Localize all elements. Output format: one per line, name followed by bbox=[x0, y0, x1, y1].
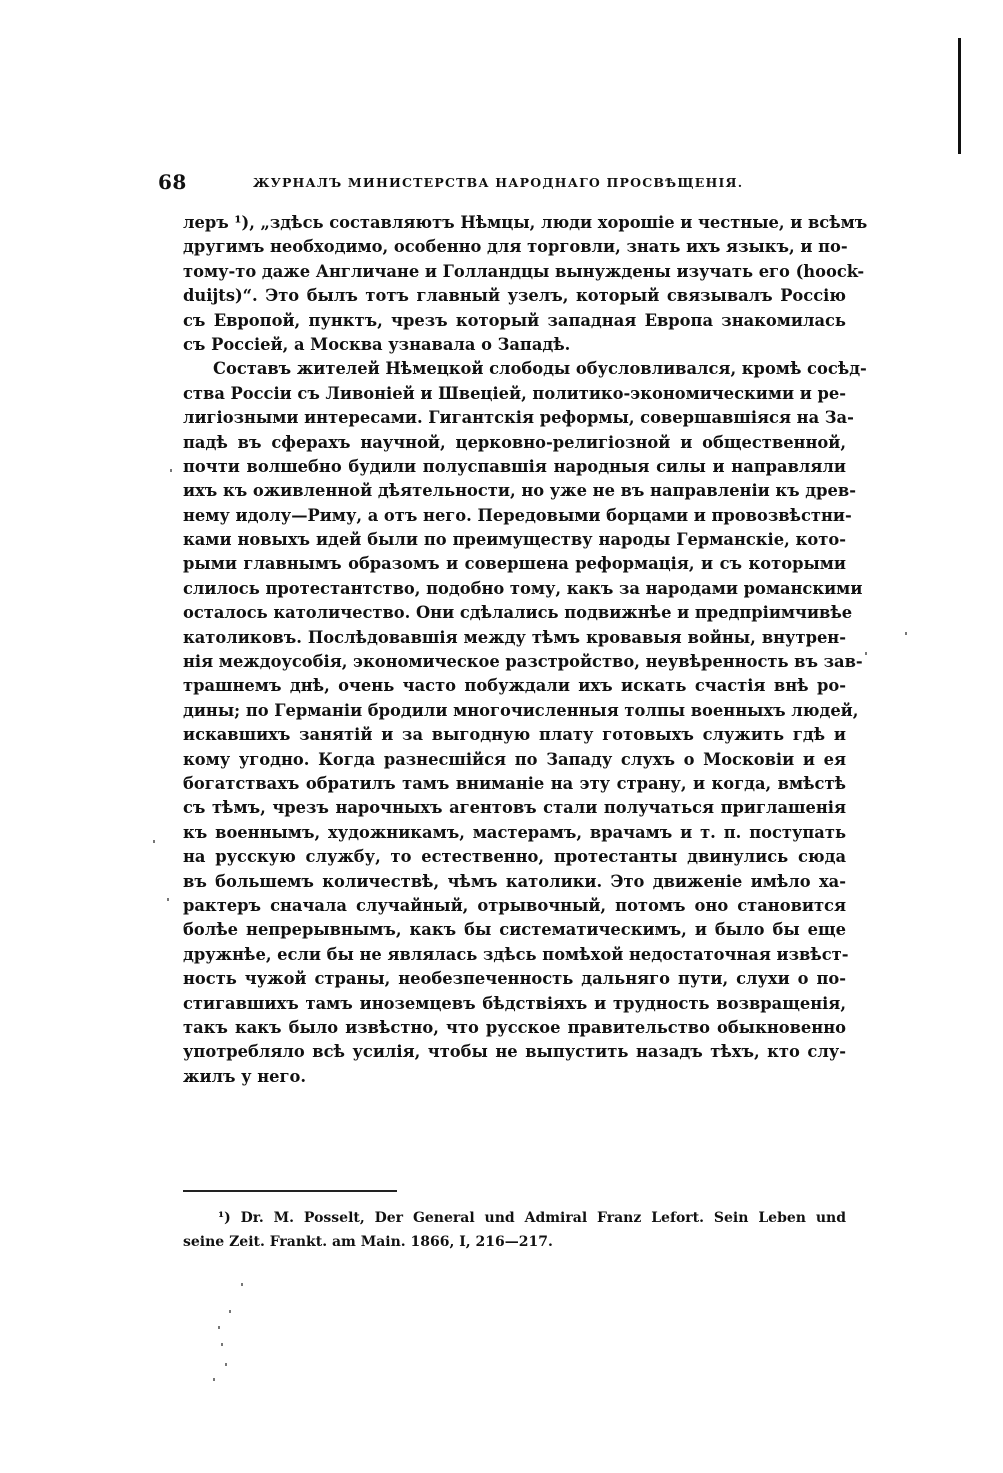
page-number: 68 bbox=[158, 170, 187, 194]
text-line: такъ какъ было извѣстно, что русское правительство обыкновенно bbox=[183, 1017, 846, 1037]
text-line: съ Европой, пунктъ, чрезъ который западная Европа знакомилась bbox=[183, 310, 846, 330]
text-line: Составъ жителей Нѣмецкой слободы обусловливался, кромѣ сосѣд- bbox=[213, 359, 867, 379]
text-line: слилось протестантство, подобно тому, какъ за народами романскими bbox=[183, 578, 863, 598]
text-line: рактеръ сначала случайный, отрывочный, потомъ оно становится bbox=[183, 895, 846, 915]
text-line: трашнемъ днѣ, очень часто побуждали ихъ искать счастія внѣ ро- bbox=[183, 676, 846, 696]
footnote-line: seine Zeit. Frankt. am Main. 1866, I, 216—217. bbox=[183, 1234, 553, 1250]
text-line: duijts)“. Это былъ тотъ главный узелъ, который связывалъ Россію bbox=[183, 286, 846, 306]
text-line: стигавшихъ тамъ иноземцевъ бѣдствіяхъ и трудность возвращенія, bbox=[183, 993, 846, 1013]
text-line: дины; по Германіи бродили многочисленныя толпы военныхъ людей, bbox=[183, 700, 859, 720]
text-line: ками новыхъ идей были по преимуществу народы Германскіе, кото- bbox=[183, 530, 846, 550]
text-line: лигіозными интересами. Гигантскія реформы, совершавшіяся на За- bbox=[183, 408, 854, 428]
text-line: жилъ у него. bbox=[183, 1066, 307, 1086]
text-line: ность чужой страны, необезпеченность дальняго пути, слухи о по- bbox=[183, 969, 846, 989]
text-line: съ Россіей, а Москва узнавала о Западѣ. bbox=[183, 334, 571, 354]
text-line: употребляло всѣ усилія, чтобы не выпустить назадъ тѣхъ, кто слу- bbox=[183, 1042, 846, 1062]
text-line: рыми главнымъ образомъ и совершена реформація, и съ которыми bbox=[183, 554, 846, 574]
footnote-line: ¹) Dr. M. Posselt, Der General und Admiral Franz Lefort. Sein Leben und bbox=[218, 1210, 846, 1226]
text-line: кому угодно. Когда разнесшійся по Западу слухъ о Московіи и ея bbox=[183, 749, 846, 769]
text-line: другимъ необходимо, особенно для торговли, знать ихъ языкъ, и по- bbox=[183, 237, 848, 257]
page-header bbox=[158, 170, 858, 200]
text-line: ихъ къ оживленной дѣятельности, но уже не въ направленіи къ древ- bbox=[183, 481, 856, 501]
text-line: почти волшебно будили полуспавшія народныя силы и направляли bbox=[183, 456, 846, 476]
text-line: искавшихъ занятій и за выгодную плату готовыхъ служить гдѣ и bbox=[183, 725, 846, 745]
text-line: нія междоусобія, экономическое разстройство, неувѣренность въ зав- bbox=[183, 652, 863, 672]
page-edge-line bbox=[958, 38, 961, 154]
text-line: падѣ въ сферахъ научной, церковно-религіозной и общественной, bbox=[183, 432, 846, 452]
text-line: дружнѣе, если бы не являлась здѣсь помѣхой недостаточная извѣст- bbox=[183, 944, 849, 964]
text-line: осталось католичество. Они сдѣлались подвижнѣе и предпріимчивѣе bbox=[183, 603, 853, 623]
running-head: ЖУРНАЛЪ МИНИСТЕРСТВА НАРОДНАГО ПРОСВѢЩЕНІЯ. bbox=[253, 175, 744, 190]
text-line: на русскую службу, то естественно, протестанты двинулись сюда bbox=[183, 847, 846, 867]
text-line: ства Россіи съ Ливоніей и Швеціей, политико-экономическими и ре- bbox=[183, 383, 846, 403]
text-line: леръ ¹), „здѣсь составляютъ Нѣмцы, люди хорошіе и честные, и всѣмъ bbox=[183, 213, 868, 232]
text-line: съ тѣмъ, чрезъ нарочныхъ агентовъ стали получаться приглашенія bbox=[183, 798, 846, 818]
text-line: въ большемъ количествѣ, чѣмъ католики. Это движеніе имѣло ха- bbox=[183, 871, 846, 891]
text-line: болѣе непрерывнымъ, какъ бы систематическимъ, и было бы еще bbox=[183, 920, 846, 940]
text-line: нему идолу—Риму, а отъ него. Передовыми борцами и провозвѣстни- bbox=[183, 505, 852, 525]
text-line: тому-то даже Англичане и Голландцы вынуждены изучать его (hoock- bbox=[183, 261, 865, 281]
text-line: католиковъ. Послѣдовавшія между тѣмъ кровавыя войны, внутрен- bbox=[183, 627, 846, 647]
text-line: къ военнымъ, художникамъ, мастерамъ, врачамъ и т. п. поступать bbox=[183, 822, 846, 842]
footnotes bbox=[183, 1206, 846, 1254]
text-line: богатствахъ обратилъ тамъ вниманіе на эту страну, и когда, вмѣстѣ bbox=[183, 773, 846, 793]
footnote-divider bbox=[183, 1190, 397, 1192]
body-text bbox=[183, 211, 868, 1089]
